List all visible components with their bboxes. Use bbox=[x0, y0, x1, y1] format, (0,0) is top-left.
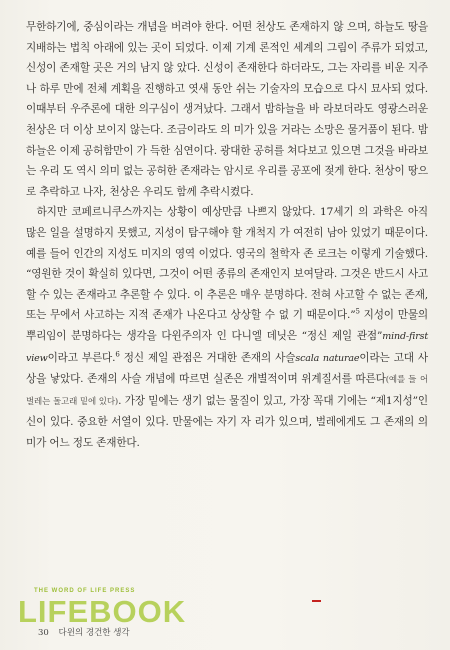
text-line: 았다. 신성이 존재한다 하더라도, 그는 자리를 비운 지주나 하루 만에 bbox=[26, 62, 428, 95]
text-line: 있다면, 그것이 어떤 종류의 존재인지 보여달라. 그것은 반드시 사고할 bbox=[26, 268, 429, 301]
parenthetical-note: (예를 들 bbox=[385, 375, 417, 386]
text-line: 이라고 부른다. bbox=[47, 351, 116, 364]
paragraph-1 bbox=[26, 17, 428, 202]
text-line: 정신 제 bbox=[119, 351, 159, 364]
text-line: 이라는 고대 사상을 낳았다. 존 bbox=[26, 351, 429, 386]
text-line: 리가 있으며, 벌레에게도 그 존재의 의미가 어느 정도 존재한다. bbox=[26, 416, 429, 449]
watermark-subtitle: THE WORD OF LIFE PRESS bbox=[34, 588, 136, 594]
text-line: 인 다니엘 데닛은 “정신 제일 관점” bbox=[216, 329, 383, 342]
text-line: 도 역시 의미 없는 공허한 존재라는 암시로 우리를 공포에 젖게 한다. bbox=[62, 165, 372, 178]
english-term: mind-first view bbox=[26, 330, 429, 364]
text-line: 기 때문이다.” bbox=[292, 309, 356, 322]
text-line: 하지만 코페르니쿠스까지는 상황이 예상만큼 나쁘지 않았다. 17세기 bbox=[36, 206, 354, 219]
paragraph-2 bbox=[26, 202, 428, 453]
text-line: 으며, 하늘도 땅을 지배하는 법칙 아래에 있는 곳이 되었다. 이제 기계 bbox=[26, 21, 428, 54]
text-line: 미가 있을 거라는 소망은 물거품이 된다. 밤하늘은 이제 공허함만이 가 bbox=[26, 123, 428, 157]
parenthetical-note: 어 벌레는 돌고래 밑에 있다) bbox=[26, 375, 429, 407]
text-line: 수 없는 존재, 또는 무에서 사고하는 지적 존재가 나온다고 상상할 수 없 bbox=[26, 288, 429, 322]
red-dash-mark bbox=[312, 600, 321, 602]
watermark bbox=[18, 588, 187, 629]
text-line: . 가장 밑에는 생기 없는 물질이 있고, 가장 꼭대 bbox=[118, 394, 334, 407]
text-line: 론적인 세계의 그림이 주류가 되었고, 신성이 존재할 곳은 거의 남지 않 bbox=[26, 41, 429, 75]
text-line: 무한하기에, 중심이라는 개념을 버려야 한다. 어떤 천상도 존재하지 않 bbox=[26, 21, 344, 33]
text-line: 천상이 땅으로 추락하고 나자, 천상은 우리도 함께 추락시켰다. bbox=[26, 165, 429, 198]
text-line: 기에는 “제1지성”인 신이 있다. 중요한 서열이 있다. 만물에는 자기 자 bbox=[26, 394, 428, 429]
text-line: 가 여전히 남아 있었기 때문이다. 예를 들어 인간의 지성도 미지의 영역 bbox=[26, 226, 428, 260]
text-line: 이었다. 영국의 철학자 존 로크는 이렇게 기술했다. “영원한 것이 확실히 bbox=[26, 247, 428, 281]
text-line: 의 과학은 아직 많은 일을 설명하지 못했고, 지성이 탐구해야 할 개척지 bbox=[26, 206, 428, 239]
text-line: 수 있는 존재라고 추론할 수 있다. 이 추론은 매우 분명하다. 전혀 사고할 bbox=[39, 288, 365, 301]
running-title: 다윈의 경건한 생각 bbox=[58, 628, 130, 638]
footnote-ref-5[interactable]: 5 bbox=[355, 307, 360, 316]
page-footer bbox=[38, 626, 130, 638]
text-line: 득한 심연이다. 광대한 공허를 쳐다보고 있으면 그것을 바라보는 우리 bbox=[26, 144, 429, 178]
body-text bbox=[26, 17, 428, 453]
text-line: 일 관점은 거대한 존재의 사슬 bbox=[158, 351, 296, 364]
latin-term: scala naturae bbox=[295, 352, 360, 364]
text-line: 었다. 이때부터 우주론에 대한 의구심이 생겨났다. 그래서 밤하늘을 바 bbox=[26, 82, 429, 116]
watermark-logo: LIFEBOOK bbox=[18, 594, 187, 629]
page-number: 30 bbox=[38, 628, 49, 638]
footnote-ref-6[interactable]: 6 bbox=[115, 349, 120, 358]
text-line: 지성이 만물의 뿌리임이 분명하다는 생각을 다윈주의자 bbox=[26, 309, 429, 342]
text-line: 라보더라도 영광스러운 천상은 더 이상 보이지 않는다. 조금이라도 의 bbox=[26, 103, 428, 136]
text-line: 재의 사슬 개념에 따르면 실존은 개별적이며 위계질서를 따른다 bbox=[97, 373, 386, 386]
text-line: 전체 계획을 진행하고 엿새 동안 쉬는 기술자의 모습으로 다시 묘사되 bbox=[87, 82, 402, 95]
